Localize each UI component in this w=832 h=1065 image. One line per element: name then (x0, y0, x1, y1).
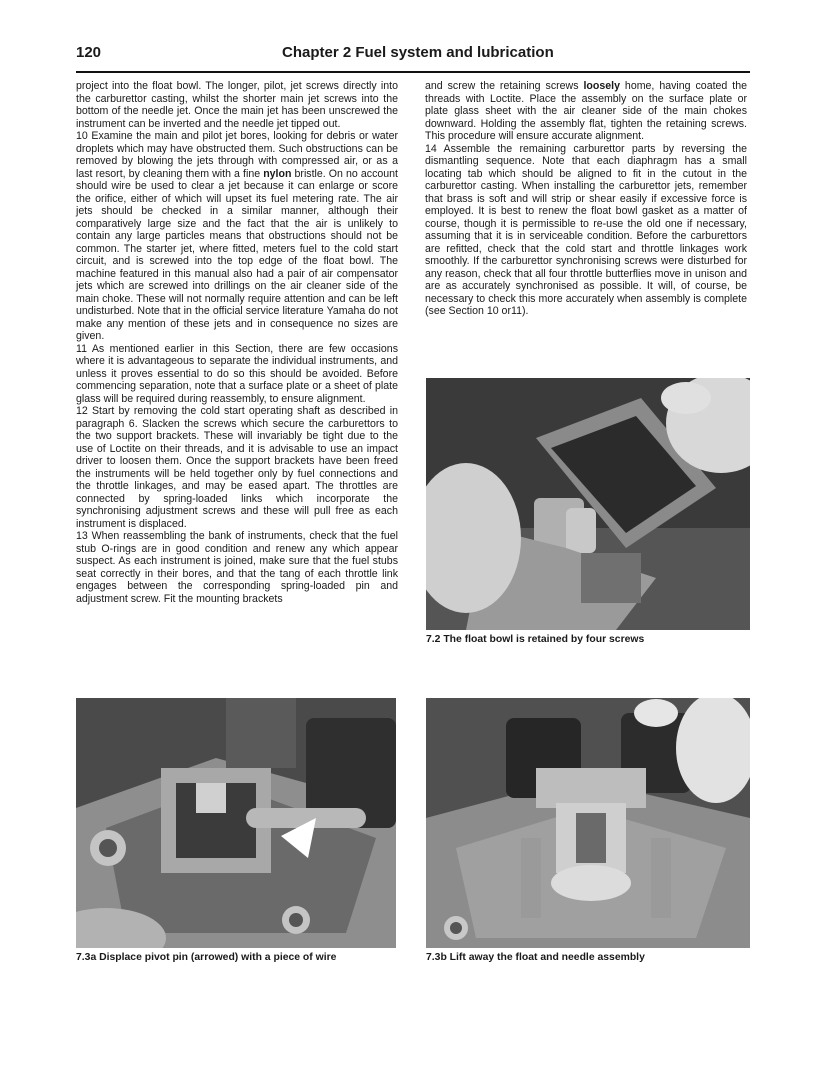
page-number: 120 (76, 44, 102, 61)
photo-float-needle-assembly (426, 698, 750, 948)
paragraph-13: 13 When reassembling the bank of instruments, check that the fuel stub O-rings are in good condition and renew any which appear suspect. As each instrument is joined, make sure that the fuel stubs seat correctly in their bores, and that the tang of each throttle link engages between the corresponding spring-loaded pin and adjustment screw. Fit the mounting brackets (76, 530, 398, 605)
photo-float-bowl-screws (426, 378, 750, 630)
right-text-column (425, 80, 747, 318)
figure-caption-7-3b: 7.3b Lift away the float and needle assembly (426, 952, 645, 963)
paragraph-10: 10 Examine the main and pilot jet bores, looking for debris or water droplets which may have obstructed them. Such obstructions can be removed by blowing the jets through with compressed air, or as a last resort, by cleaning them with a fine nylon bristle. On no account should wire be used to clear a jet because it can enlarge or score the orifice, either of which will upset its fuel metering rate. The air jets should be checked in a similar manner, although their comparatively large size and the fact that the air is unlikely to contain any large particles means that obstructions should not be common. The starter jet, where fitted, meters fuel to the cold start circuit, and is screwed into the top edge of the float bowl. The machine featured in this manual also had a pair of air compensator jets which are screwed into drillings on the air cleaner side of the main choke. These will not normally require attention and can be left undisturbed. Note that in the official service literature Yamaha do not make any mention of these jets and in consequence no sizes are given. (76, 130, 398, 342)
figure-caption-7-3a: 7.3a Displace pivot pin (arrowed) with a piece of wire (76, 952, 337, 963)
paragraph-12: 12 Start by removing the cold start operating shaft as described in paragraph 6. Slacken the screws which secure the carburettors to the two support brackets. These will invariably be tight due to the use of Loctite on their threads, and it is advisable to use an impact driver to loosen them. Once the support brackets have been freed the instruments will be held together only by fuel connections and the throttle linkages, and may be eased apart. The throttles are connected by spring-loaded links which incorporate the synchronising adjustment screws and these will pull free as each instrument is displaced. (76, 405, 398, 530)
photo-pivot-pin (76, 698, 396, 948)
paragraph-14: 14 Assemble the remaining carburettor parts by reversing the dismantling sequence. Note that each diaphragm has a small locating tab which should be aligned to fit in the cutout in the carburettor casting. When installing the carburettor jets, remember that brass is soft and will strip or shear easily if excessive force is employed. It is best to renew the float bowl gasket as a matter of course, though it is permissible to re-use the old one if necessary, assuming that it is in serviceable condition. Before the carburettors are refitted, check that the cold start and throttle linkages work smoothly. If the carburettor synchronising screws were disturbed for any reason, check that all four throttle butterflies move in unison and are as accurately synchronised as possible. It will, of course, be necessary to check this more accurately when assembly is complete (see Section 10 or11). (425, 142, 747, 317)
figure-caption-7-2: 7.2 The float bowl is retained by four screws (426, 634, 645, 645)
paragraph-11: 11 As mentioned earlier in this Section, there are few occasions where it is advantageous to separate the individual instruments, and unless it proves essential to do so this should be avoided. Before commencing separation, note that a surface plate or a sheet of plate glass will be required during reassembly, to ensure alignment. (76, 342, 398, 405)
paragraph-continued: and screw the retaining screws loosely home, having coated the threads with Loctite. Place the assembly on the surface plate or plate glass sheet with the air cleaner side of the main chokes downward. Holding the assembly flat, tighten the retaining screws. This procedure will ensure accurate alignment. (425, 80, 747, 142)
left-text-column (76, 80, 398, 605)
paragraph: project into the float bowl. The longer, pilot, jet screws directly into the carburettor casting, whilst the shorter main jet screws into the bottom of the needle jet. Once the main jet has been unscrewed the instrument can be inverted and the needle jet tipped out. (76, 80, 398, 130)
chapter-title: Chapter 2 Fuel system and lubrication (282, 44, 554, 61)
page-header (76, 44, 750, 66)
header-rule (76, 71, 750, 73)
